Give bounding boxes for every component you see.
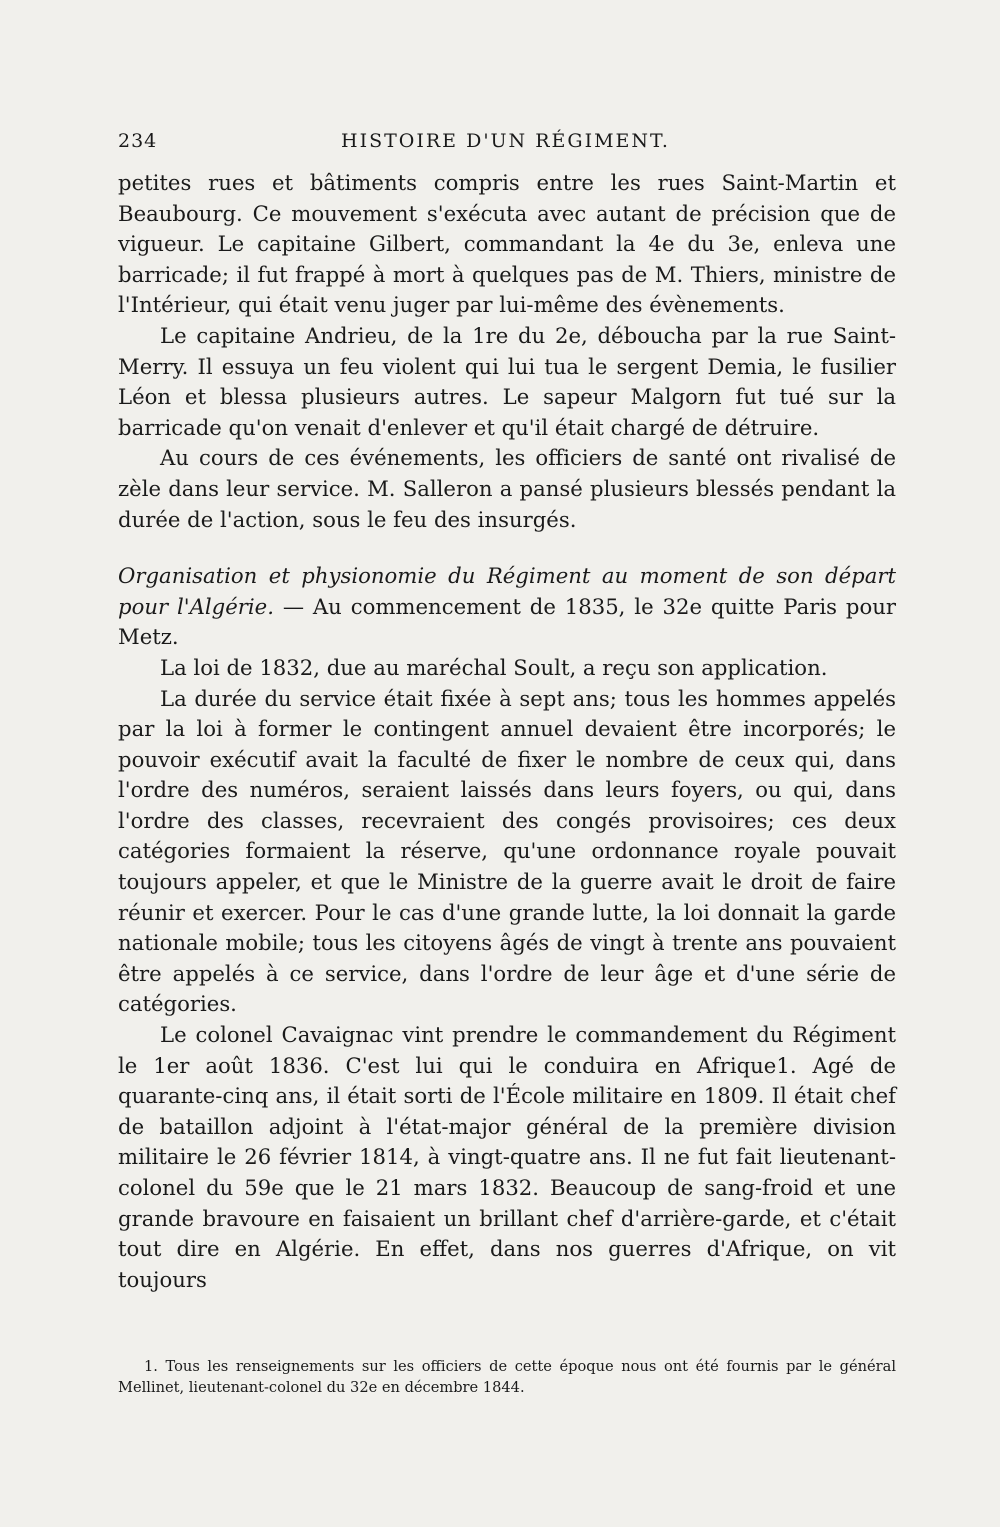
footnote — [118, 1356, 896, 1398]
paragraph: Le capitaine Andrieu, de la 1re du 2e, déboucha par la rue Saint-Merry. Il essuya un feu violent qui lui tua le sergent Demia, le fusilier Léon et blessa plusieurs autres. Le sapeur Malgorn fut tué sur la barricade qu'on venait d'enlever et qu'il était chargé de détruire. — [118, 322, 896, 440]
section-lead: — Au commencement de 1835, le 32e quitte Paris pour Metz. — [118, 593, 896, 650]
paragraph: La durée du service était fixée à sept ans; tous les hommes appelés par la loi à former le contingent annuel devaient être incorporés; le pouvoir exécutif avait la faculté de fixer le nombre de ceux qui, dans l'ordre des numéros, seraient laissés dans leurs foyers, ou qui, dans l'ordre des classes, recevraient des congés provisoires; ces deux catégories formaient la réserve, qu'une ordonnance royale pouvait toujours appeler, et que le Ministre de la guerre avait le droit de faire réunir et exercer. Pour le cas d'une grande lutte, la loi donnait la garde nationale mobile; tous les citoyens âgés de vingt à trente ans pouvaient être appelés à ce service, dans l'ordre de leur âge et d'une série de catégories. — [118, 685, 896, 1017]
paragraph: La loi de 1832, due au maréchal Soult, a reçu son application. — [160, 654, 828, 680]
paragraph: petites rues et bâtiments compris entre les rues Saint-Martin et Beaubourg. Ce mouvement s'exécuta avec autant de précision que de vigueur. Le capitaine Gilbert, commandant la 4e du 3e, enleva une barricade; il fut frappé à mort à quelques pas de M. Thiers, ministre de l'Intérieur, qui était venu juger par lui-même des évènements. — [118, 170, 896, 318]
body-text — [118, 168, 896, 1295]
paragraph: Le colonel Cavaignac vint prendre le commandement du Régiment le 1er août 1836. C'est lui qui le conduira en Afrique1. Agé de quarante-cinq ans, il était sorti de l'École militaire en 1809. Il était chef de bataillon adjoint à l'état-major général de la première division militaire le 26 février 1814, à vingt-quatre ans. Il ne fut fait lieutenant-colonel du 59e que le 21 mars 1832. Beaucoup de sang-froid et une grande bravoure en faisaient un brillant chef d'arrière-garde, et c'était tout dire en Algérie. En effet, dans nos guerres d'Afrique, on vit toujours — [118, 1022, 896, 1292]
footnote-text: 1. Tous les renseignements sur les officiers de cette époque nous ont été fournis par le général Mellinet, lieutenant-colonel du 32e en décembre 1844. — [118, 1358, 896, 1396]
section-title: Organisation et physionomie du Régiment au moment de son départ pour l'Algérie. — [118, 563, 896, 619]
page-number: 234 — [118, 130, 158, 152]
running-title: HISTOIRE D'UN RÉGIMENT. — [341, 130, 670, 152]
paragraph: Au cours de ces événements, les officiers de santé ont rivalisé de zèle dans leur service. M. Salleron a pansé plusieurs blessés pendant la durée de l'action, sous le feu des insurgés. — [118, 445, 896, 532]
section-paragraph — [118, 561, 896, 653]
